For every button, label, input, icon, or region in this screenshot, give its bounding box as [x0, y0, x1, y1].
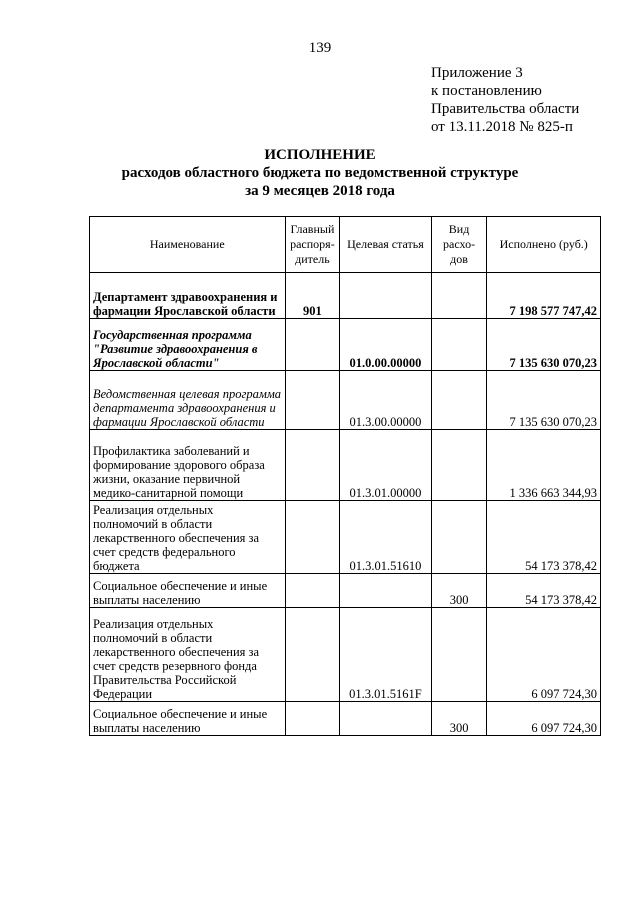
row-name: Социальное обеспечение и иные выплаты населению	[90, 574, 286, 608]
row-target-item: 01.3.01.00000	[340, 430, 431, 501]
header-name: Наименование	[90, 217, 286, 273]
appendix-line-3: Правительства области	[431, 101, 580, 117]
row-expense-kind	[431, 430, 487, 501]
table-row	[90, 574, 601, 608]
row-main-manager: 901	[285, 273, 340, 319]
row-name: Ведомственная целевая программа департамента здравоохранения и фармации Ярославской области	[90, 371, 286, 430]
row-name: Реализация отдельных полномочий в области лекарственного обеспечения за счет средств резервного фонда Правительства Российской Федерации	[90, 608, 286, 702]
row-target-item	[340, 574, 431, 608]
row-main-manager	[285, 574, 340, 608]
table-row	[90, 608, 601, 702]
appendix-note	[431, 64, 579, 136]
row-executed: 54 173 378,42	[487, 501, 601, 574]
table-row	[90, 319, 601, 371]
row-main-manager	[285, 371, 340, 430]
row-executed: 7 198 577 747,42	[487, 273, 601, 319]
row-expense-kind	[431, 608, 487, 702]
row-name: Социальное обеспечение и иные выплаты населению	[90, 702, 286, 736]
document-title	[0, 146, 640, 200]
appendix-line-2: к постановлению	[431, 83, 542, 99]
table-row	[90, 702, 601, 736]
row-executed: 1 336 663 344,93	[487, 430, 601, 501]
table-header-row	[90, 217, 601, 273]
row-target-item: 01.3.01.51610	[340, 501, 431, 574]
row-main-manager	[285, 608, 340, 702]
row-main-manager	[285, 501, 340, 574]
row-executed: 6 097 724,30	[487, 608, 601, 702]
header-target-item: Целевая статья	[340, 217, 431, 273]
row-target-item	[340, 273, 431, 319]
row-executed: 6 097 724,30	[487, 702, 601, 736]
row-name: Профилактика заболеваний и формирование здорового образа жизни, оказание первичной медико-санитарной помощи	[90, 430, 286, 501]
row-main-manager	[285, 319, 340, 371]
row-expense-kind	[431, 319, 487, 371]
table-row	[90, 430, 601, 501]
header-expense-kind: Вид расхо-дов	[431, 217, 487, 273]
row-executed: 7 135 630 070,23	[487, 319, 601, 371]
row-target-item: 01.3.01.5161F	[340, 608, 431, 702]
title-line-1: ИСПОЛНЕНИЕ	[264, 147, 376, 163]
row-name: Реализация отдельных полномочий в области лекарственного обеспечения за счет средств федерального бюджета	[90, 501, 286, 574]
row-name: Департамент здравоохранения и фармации Ярославской области	[90, 273, 286, 319]
row-executed: 7 135 630 070,23	[487, 371, 601, 430]
row-expense-kind	[431, 273, 487, 319]
title-line-2: расходов областного бюджета по ведомственной структуре	[121, 165, 519, 181]
row-target-item: 01.0.00.00000	[340, 319, 431, 371]
row-target-item: 01.3.00.00000	[340, 371, 431, 430]
appendix-line-4: от 13.11.2018 № 825-п	[431, 119, 573, 135]
table-row	[90, 371, 601, 430]
table-row	[90, 501, 601, 574]
row-name: Государственная программа "Развитие здравоохранения в Ярославской области"	[90, 319, 286, 371]
row-main-manager	[285, 430, 340, 501]
budget-table	[89, 216, 601, 736]
row-target-item	[340, 702, 431, 736]
header-executed: Исполнено (руб.)	[487, 217, 601, 273]
row-expense-kind: 300	[431, 702, 487, 736]
row-main-manager	[285, 702, 340, 736]
table-row	[90, 273, 601, 319]
page-number: 139	[308, 40, 332, 56]
row-expense-kind	[431, 501, 487, 574]
header-main-manager: Главный распоря-дитель	[285, 217, 340, 273]
row-expense-kind: 300	[431, 574, 487, 608]
appendix-line-1: Приложение 3	[431, 65, 523, 81]
title-line-3: за 9 месяцев 2018 года	[245, 183, 395, 199]
row-executed: 54 173 378,42	[487, 574, 601, 608]
row-expense-kind	[431, 371, 487, 430]
